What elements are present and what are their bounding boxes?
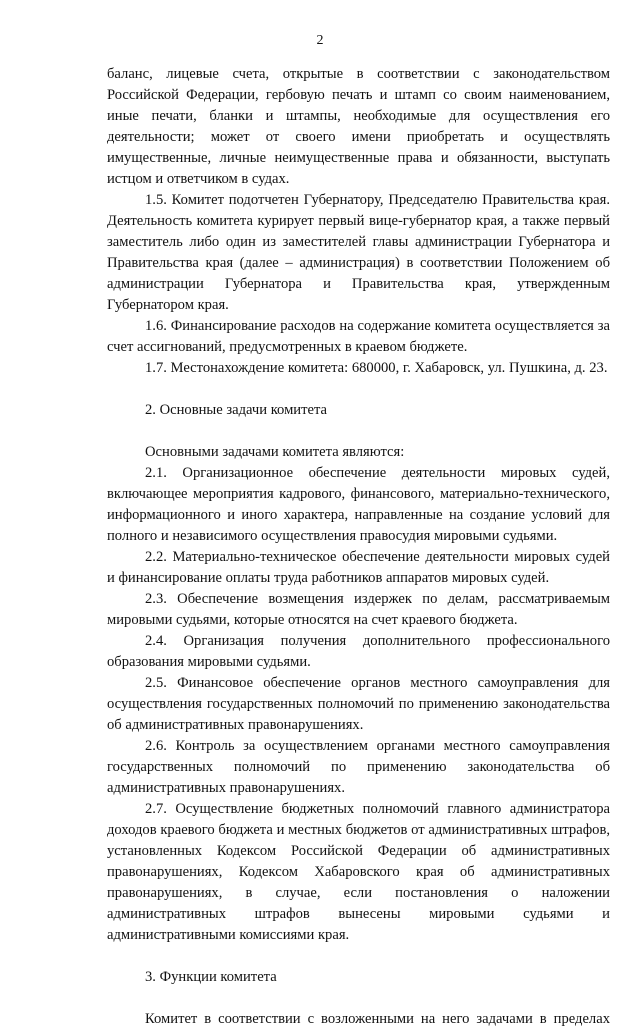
paragraph-1-7: 1.7. Местонахождение комитета: 680000, г. Хабаровск, ул. Пушкина, д. 23. — [145, 360, 608, 376]
paragraph-functions-intro: Комитет в соответствии с возложенными на него задачами в пределах — [145, 1011, 610, 1027]
paragraph-2-3: 2.3. Обеспечение возмещения издержек по делам, рассматриваемым мировыми судьями, которые относятся на счет краевого бюджета. — [107, 591, 610, 628]
paragraph-rights: баланс, лицевые счета, открытые в соответствии с законодательством Российской Федерации, гербовую печать и штамп со своим наименованием, иные печати, бланки и штампы, необходимые для осуществления его деятельности; может от своего имени приобретать и осуществлять имущественные, личные неимущественные права и обязанности, выступать истцом и ответчиком в судах. — [107, 66, 610, 187]
section-gap — [107, 988, 610, 1009]
paragraph-2-2: 2.2. Материально-техническое обеспечение деятельности мировых судей и финансирование оплаты труда работников аппаратов мировых судей. — [107, 549, 610, 586]
paragraph-2-4: 2.4. Организация получения дополнительного профессионального образования мировыми судьями. — [107, 633, 610, 670]
section-heading-3: 3. Функции комитета — [145, 969, 277, 985]
section-gap — [107, 946, 610, 967]
paragraph-tasks-intro: Основными задачами комитета являются: — [145, 444, 405, 460]
document-body — [107, 64, 610, 1030]
page-number: 2 — [316, 33, 324, 48]
section-gap — [107, 379, 610, 400]
section-heading-2: 2. Основные задачи комитета — [145, 402, 328, 418]
paragraph-2-1: 2.1. Организационное обеспечение деятельности мировых судей, включающее мероприятия кадрового, финансового, материально-технического, информационного и иного характера, направленные на создание условий для полного и независимого осуществления правосудия мировыми судьями. — [107, 465, 610, 544]
paragraph-2-5: 2.5. Финансовое обеспечение органов местного самоуправления для осуществления государственных полномочий по применению законодательства об административных правонарушениях. — [107, 675, 610, 733]
paragraph-2-7: 2.7. Осуществление бюджетных полномочий главного администратора доходов краевого бюджета и местных бюджетов от административных штрафов, установленных Кодексом Российской Федерации об административных правонарушениях, Кодексом Хабаровского края об административных правонарушениях, в случае, если постановления о наложении административных штрафов вынесены мировыми судьями и административными комиссиями края. — [107, 801, 610, 943]
section-gap — [107, 421, 610, 442]
paragraph-2-6: 2.6. Контроль за осуществлением органами местного самоуправления государственных полномочий по применению законодательства об административных правонарушениях. — [107, 738, 610, 796]
paragraph-1-5: 1.5. Комитет подотчетен Губернатору, Председателю Правительства края. Деятельность комитета курирует первый вице-губернатор края, а также первый заместитель либо один из заместителей главы администрации Губернатора и Правительства края (далее – администрация) в соответствии Положением об администрации Губернатора и Правительства края, утвержденным Губернатором края. — [107, 192, 610, 313]
paragraph-1-6: 1.6. Финансирование расходов на содержание комитета осуществляется за счет ассигнований, предусмотренных в краевом бюджете. — [107, 318, 610, 355]
